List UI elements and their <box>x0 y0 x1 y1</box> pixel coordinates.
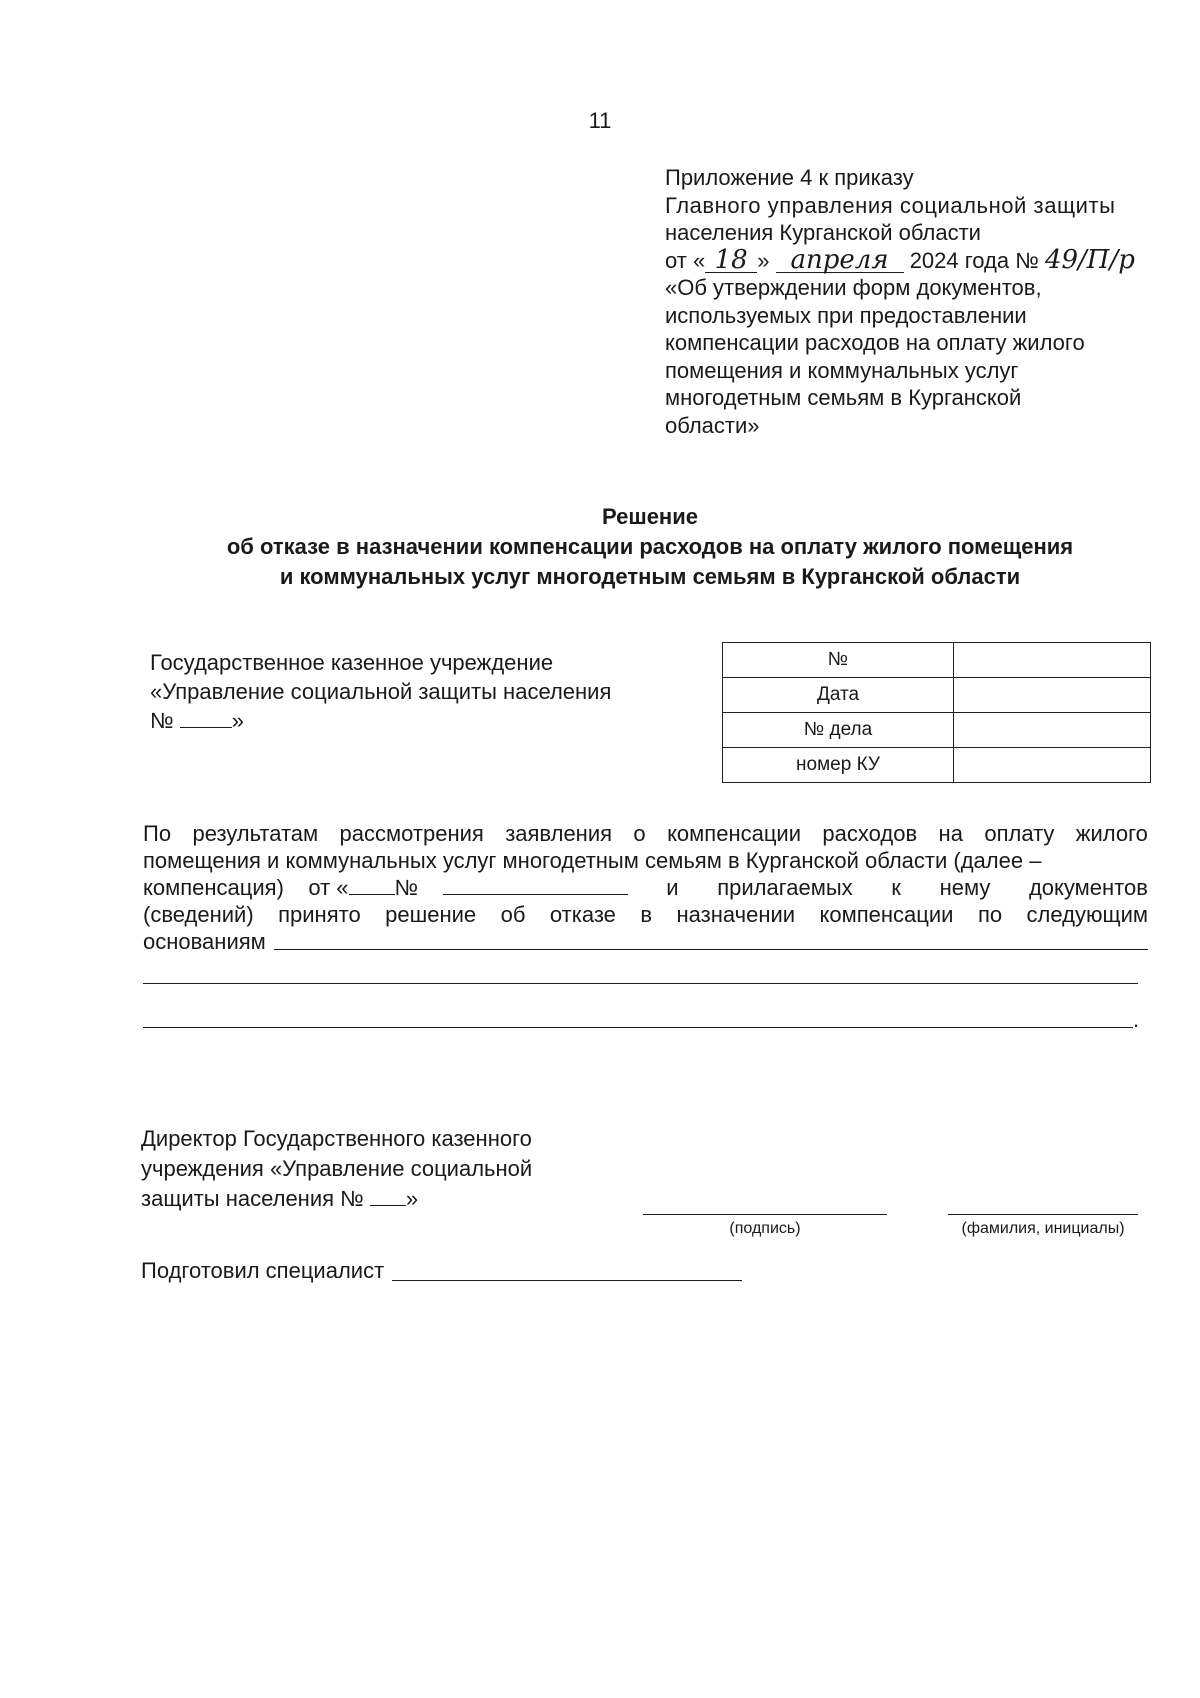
director-number-blank[interactable] <box>370 1187 406 1206</box>
word: нему <box>939 875 991 900</box>
word: в <box>640 902 653 927</box>
appendix-line-7: компенсации расходов на оплату жилого <box>665 330 1085 355</box>
registry-label-date: Дата <box>723 678 954 713</box>
director-line-2: учреждения «Управление социальной <box>141 1156 533 1181</box>
appendix-date-line <box>665 244 1175 275</box>
word: расходов <box>822 821 918 846</box>
title-line-2: об отказе в назначении компенсации расходов на оплату жилого помещения <box>226 534 1074 559</box>
institution-number-blank[interactable] <box>180 709 232 728</box>
grounds-blank-1[interactable] <box>274 949 1148 950</box>
director-number-prefix: защиты населения № <box>141 1186 364 1211</box>
institution-line-3 <box>150 706 690 735</box>
word: назначении <box>676 902 796 927</box>
word: заявления <box>505 821 613 846</box>
registry-label-number: № <box>723 643 954 678</box>
institution-line-2: «Управление социальной защиты населения <box>150 679 612 704</box>
director-block <box>141 1124 621 1214</box>
word: об <box>500 902 526 927</box>
handwritten-day: 18 <box>705 248 757 273</box>
application-date-blank[interactable] <box>349 876 395 895</box>
grounds-end-mark: . <box>1133 1007 1140 1032</box>
word: отказе <box>549 902 616 927</box>
registry-value-case[interactable] <box>954 713 1151 748</box>
word: рассмотрения <box>339 821 484 846</box>
word: (сведений) <box>143 902 254 927</box>
grounds-blank-3[interactable] <box>143 1027 1133 1028</box>
word: и <box>666 875 679 900</box>
registry-table <box>722 642 1151 783</box>
paragraph-line-1 <box>143 820 1148 847</box>
word: по <box>977 902 1003 927</box>
title-line-1: Решение <box>602 504 698 529</box>
paragraph-line-4 <box>143 901 1148 928</box>
word: компенсации <box>667 821 802 846</box>
appendix-line-5: «Об утверждении форм документов, <box>665 275 1042 300</box>
application-date-prefix: от « <box>308 875 349 900</box>
director-line-3 <box>141 1184 621 1214</box>
paragraph-line-3 <box>143 874 1148 901</box>
paragraph-line-5 <box>143 928 1148 955</box>
signature-caption: (подпись) <box>729 1220 801 1237</box>
appendix-line-2-text: Главного управления социальной защиты <box>665 192 1116 218</box>
signature-line[interactable] <box>643 1214 887 1215</box>
application-number-sign: № <box>394 875 419 900</box>
word: следующим <box>1026 902 1148 927</box>
appendix-line-2 <box>665 192 1175 220</box>
document-title <box>0 502 1200 592</box>
word: прилагаемых <box>717 875 853 900</box>
director-number-suffix: » <box>405 1186 419 1211</box>
table-row <box>723 748 1151 783</box>
table-row <box>723 713 1151 748</box>
grounds-blank-2[interactable] <box>143 983 1138 984</box>
grounds-label: основаниям <box>143 929 266 954</box>
appendix-line-8: помещения и коммунальных услуг <box>665 357 1019 383</box>
word: к <box>891 875 901 900</box>
director-line-1: Директор Государственного казенного <box>141 1126 532 1151</box>
institution-block <box>150 648 690 735</box>
appendix-line-1: Приложение 4 к приказу <box>665 165 914 190</box>
appendix-line-6: используемых при предоставлении <box>665 302 1027 328</box>
name-caption: (фамилия, инициалы) <box>961 1220 1125 1237</box>
registry-label-case: № дела <box>723 713 954 748</box>
institution-number-prefix: № <box>150 708 174 733</box>
appendix-block <box>665 164 1175 439</box>
grounds-line-3 <box>143 1006 1148 1033</box>
table-row <box>723 678 1151 713</box>
page-number: 11 <box>588 108 612 133</box>
registry-label-ku: номер КУ <box>723 748 954 783</box>
decision-paragraph <box>143 820 1148 1033</box>
word: По <box>143 821 172 846</box>
word: компенсация) <box>143 875 284 900</box>
institution-number-suffix: » <box>231 708 244 733</box>
word: решение <box>385 902 477 927</box>
word: оплату <box>984 821 1055 846</box>
paragraph-line-2: помещения и коммунальных услуг многодетным семьям в Курганской области (далее – <box>143 848 1042 873</box>
date-prefix: от « <box>665 247 706 273</box>
registry-value-number[interactable] <box>954 643 1151 678</box>
word: принято <box>278 902 361 927</box>
handwritten-month: апреля <box>776 248 904 273</box>
prepared-by-label: Подготовил специалист <box>141 1258 385 1283</box>
appendix-line-3: населения Курганской области <box>665 220 981 245</box>
word: результатам <box>192 821 319 846</box>
name-line[interactable] <box>948 1214 1138 1215</box>
table-row <box>723 643 1151 678</box>
date-year-text: 2024 года № <box>909 247 1039 273</box>
registry-value-date[interactable] <box>954 678 1151 713</box>
date-mid: » <box>757 247 770 273</box>
word: на <box>938 821 963 846</box>
word: компенсации <box>819 902 954 927</box>
specialist-blank[interactable] <box>392 1280 742 1281</box>
prepared-by-row <box>141 1258 742 1284</box>
word: жилого <box>1075 821 1148 846</box>
paragraph-line-3-start <box>143 874 628 901</box>
title-line-3: и коммунальных услуг многодетным семьям в Курганской области <box>279 564 1021 589</box>
word: документов <box>1028 875 1148 900</box>
registry-value-ku[interactable] <box>954 748 1151 783</box>
application-number-blank[interactable] <box>443 876 628 895</box>
institution-line-1: Государственное казенное учреждение <box>150 650 554 675</box>
handwritten-order-number: 49/П/р <box>1044 244 1135 275</box>
appendix-line-9: многодетным семьям в Курганской <box>665 385 1022 410</box>
word: о <box>633 821 646 846</box>
appendix-line-10: области» <box>665 412 760 438</box>
